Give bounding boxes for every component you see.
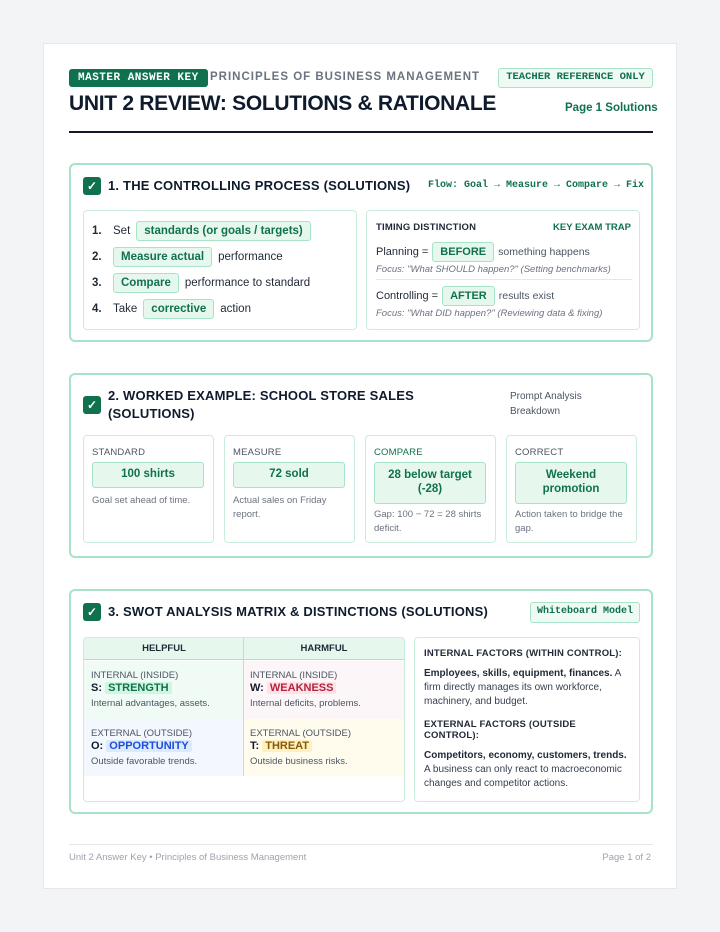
internal-factors-text — [424, 667, 630, 709]
swot-line — [91, 740, 251, 752]
card-description: Gap: 100 − 72 = 28 shirts deficit. — [374, 509, 482, 534]
swot-section — [69, 589, 653, 814]
strength-tag: STRENGTH — [105, 682, 172, 694]
card-description: Goal set ahead of time. — [92, 495, 191, 506]
harmful-header: HARMFUL — [300, 643, 348, 654]
page-title: UNIT 2 REVIEW: SOLUTIONS & RATIONALE — [69, 92, 497, 115]
factors-card — [414, 637, 640, 802]
step-number: 1. — [92, 225, 102, 237]
worked-example-section — [69, 373, 653, 558]
process-steps-card — [83, 210, 357, 330]
step-suffix: action — [220, 303, 251, 315]
card-description: Actual sales on Friday report. — [233, 495, 327, 520]
opportunity-tag: OPPORTUNITY — [106, 740, 191, 752]
planning-row — [376, 242, 590, 262]
exam-trap-label: KEY EXAM TRAP — [553, 222, 631, 233]
timing-divider — [376, 279, 632, 280]
threat-cell — [250, 728, 405, 768]
internal-factors-title: INTERNAL FACTORS (WITHIN CONTROL): — [424, 648, 623, 659]
step-answer: Measure actual — [113, 247, 212, 267]
planning-suffix: something happens — [498, 246, 590, 258]
prompt-analysis-line1: Prompt Analysis — [510, 391, 582, 402]
swot-line — [91, 682, 251, 694]
footer-left: Unit 2 Answer Key • Principles of Business Management — [69, 852, 307, 863]
swot-letter: T: — [250, 740, 260, 752]
weakness-cell — [250, 670, 405, 710]
swot-letter: W: — [250, 682, 264, 694]
card-answer: 28 below target (-28) — [374, 462, 486, 504]
checkmark-icon: ✓ — [83, 396, 101, 414]
controlling-row — [376, 286, 554, 306]
step-suffix: performance — [218, 251, 283, 263]
controlling-suffix: results exist — [498, 290, 555, 302]
compare-card — [365, 435, 496, 543]
prompt-analysis-label — [510, 389, 582, 419]
swot-category: INTERNAL (INSIDE) — [250, 670, 338, 681]
swot-category: INTERNAL (INSIDE) — [91, 670, 179, 681]
controlling-label: Controlling = — [376, 290, 439, 302]
step-prefix: Take — [113, 303, 138, 315]
footer-page-number: Page 1 of 2 — [602, 852, 651, 863]
correct-card — [506, 435, 637, 543]
step-row — [92, 273, 310, 293]
step-number: 3. — [92, 277, 102, 289]
section-title: 3. SWOT ANALYSIS MATRIX & DISTINCTIONS (SOLUTIONS) — [108, 604, 489, 619]
swot-letter: S: — [91, 682, 102, 694]
teacher-reference-badge: TEACHER REFERENCE ONLY — [498, 68, 653, 88]
card-label: COMPARE — [374, 447, 423, 458]
planning-label: Planning = — [376, 246, 429, 258]
step-row — [92, 221, 311, 241]
step-answer: Compare — [113, 273, 179, 293]
step-answer: corrective — [143, 299, 214, 319]
timing-title: TIMING DISTINCTION — [376, 222, 477, 233]
threat-tag: THREAT — [262, 740, 312, 752]
strength-cell — [91, 670, 251, 710]
timing-distinction-card — [366, 210, 640, 330]
controlling-focus: Focus: "What DID happen?" (Reviewing data & fixing) — [376, 308, 603, 319]
measure-card — [224, 435, 355, 543]
card-answer: 72 sold — [233, 462, 345, 488]
answer-key-page — [43, 43, 677, 889]
planning-focus: Focus: "What SHOULD happen?" (Setting benchmarks) — [376, 264, 611, 275]
master-answer-key-badge: MASTER ANSWER KEY — [69, 69, 208, 87]
page-label: Page 1 Solutions — [565, 102, 658, 114]
swot-matrix — [83, 637, 405, 802]
whiteboard-model-badge: Whiteboard Model — [530, 602, 640, 623]
swot-category: EXTERNAL (OUTSIDE) — [250, 728, 351, 739]
swot-description: Internal advantages, assets. — [91, 698, 210, 709]
card-description: Action taken to bridge the gap. — [515, 509, 623, 534]
swot-line — [250, 740, 405, 752]
swot-description: Outside favorable trends. — [91, 756, 198, 767]
step-row — [92, 299, 251, 319]
step-suffix: performance to standard — [184, 277, 311, 289]
external-factors-bold: Competitors, economy, customers, trends. — [424, 750, 627, 761]
section-title: 1. THE CONTROLLING PROCESS (SOLUTIONS) — [108, 178, 411, 193]
controlling-answer: AFTER — [442, 286, 495, 306]
swot-description: Outside business risks. — [250, 756, 348, 767]
swot-category: EXTERNAL (OUTSIDE) — [91, 728, 192, 739]
swot-letter: O: — [91, 740, 104, 752]
step-answer: standards (or goals / targets) — [136, 221, 310, 241]
internal-factors-bold: Employees, skills, equipment, finances. — [424, 668, 613, 679]
internal-factors-body: A firm directly manages its own workforce, machinery, and budget. — [424, 668, 621, 707]
section-title-line2: (SOLUTIONS) — [108, 406, 195, 421]
controlling-process-section — [69, 163, 653, 342]
card-label: STANDARD — [92, 447, 146, 458]
swot-description: Internal deficits, problems. — [250, 698, 361, 709]
external-factors-title: EXTERNAL FACTORS (OUTSIDE CONTROL): — [424, 719, 576, 741]
step-prefix: Set — [113, 225, 131, 237]
step-row — [92, 247, 283, 267]
weakness-tag: WEAKNESS — [267, 682, 337, 694]
step-number: 2. — [92, 251, 102, 263]
opportunity-cell — [91, 728, 251, 768]
checkmark-icon: ✓ — [83, 603, 101, 621]
card-label: MEASURE — [233, 447, 282, 458]
card-answer: 100 shirts — [92, 462, 204, 488]
helpful-header: HELPFUL — [142, 643, 186, 654]
swot-line — [250, 682, 405, 694]
process-flow: Flow: Goal → Measure → Compare → Fix — [428, 180, 645, 191]
checkmark-icon: ✓ — [83, 177, 101, 195]
card-label: CORRECT — [515, 447, 564, 458]
prompt-analysis-line2: Breakdown — [510, 406, 561, 417]
standard-card — [83, 435, 214, 543]
card-answer: Weekend promotion — [515, 462, 627, 504]
section-title-line1: 2. WORKED EXAMPLE: SCHOOL STORE SALES — [108, 388, 414, 403]
external-factors-body: A business can only react to macroeconomic changes and competitor actions. — [424, 764, 622, 789]
footer-divider — [69, 844, 653, 845]
external-factors-text — [424, 749, 630, 791]
step-number: 4. — [92, 303, 102, 315]
planning-answer: BEFORE — [432, 242, 494, 262]
course-subject: PRINCIPLES OF BUSINESS MANAGEMENT — [210, 71, 481, 83]
header-divider — [69, 131, 653, 133]
